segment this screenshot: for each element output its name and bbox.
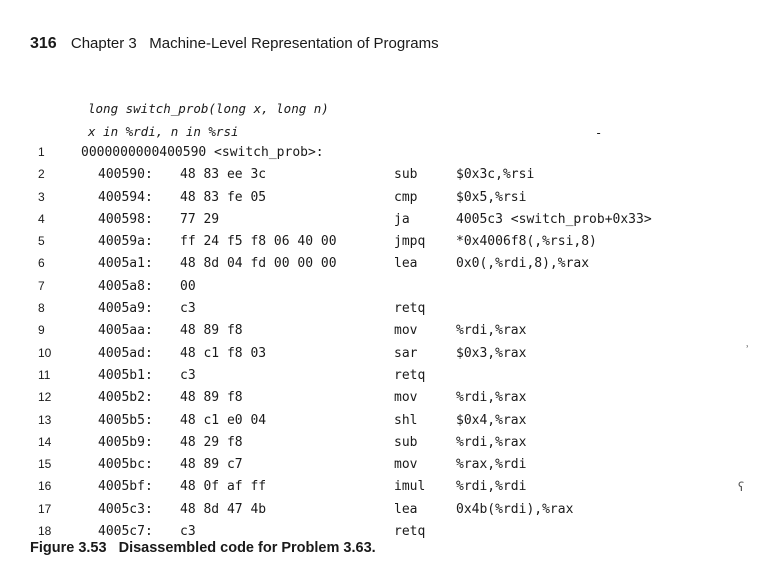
figure-caption-text: Disassembled code for Problem 3.63. <box>118 540 376 556</box>
line-number: 3 <box>38 189 45 204</box>
machine-code-bytes: 48 c1 f8 03 <box>180 345 267 361</box>
machine-code-bytes: c3 <box>180 301 196 317</box>
instruction-mnemonic: mov <box>394 390 418 406</box>
instruction-address: 40059a: <box>98 234 153 250</box>
code-comment-signature: long switch_prob(long x, long n) <box>88 101 329 116</box>
instruction-address: 4005b1: <box>98 367 153 383</box>
instruction-address: 4005b2: <box>98 390 153 406</box>
machine-code-bytes: 48 8d 47 4b <box>180 501 267 517</box>
instruction-mnemonic: shl <box>394 412 418 428</box>
line-number: 2 <box>38 167 45 182</box>
instruction-address: 400594: <box>98 189 153 205</box>
chapter-title: Chapter 3 Machine-Level Representation of Programs <box>70 35 439 52</box>
page-number: 316 <box>30 35 57 52</box>
instruction-address: 4005b5: <box>98 412 153 428</box>
machine-code-bytes: 48 c1 e0 04 <box>180 412 267 428</box>
instruction-operands: %rax,%rdi <box>456 457 527 473</box>
code-line <box>0 254 758 276</box>
line-number: 17 <box>38 501 52 516</box>
instruction-address: 4005c3: <box>98 501 153 517</box>
machine-code-bytes: 48 8d 04 fd 00 00 00 <box>180 256 337 272</box>
instruction-operands: $0x4,%rax <box>456 412 527 428</box>
code-line <box>0 210 758 232</box>
line-number: 10 <box>38 345 52 360</box>
line-number: 4 <box>38 211 45 226</box>
line-number: 15 <box>38 457 52 472</box>
machine-code-bytes: c3 <box>180 367 196 383</box>
machine-code-bytes: 48 29 f8 <box>180 434 243 450</box>
instruction-mnemonic: mov <box>394 457 418 473</box>
instruction-mnemonic: sub <box>394 167 418 183</box>
line-number: 8 <box>38 301 45 316</box>
code-line <box>0 455 758 477</box>
instruction-address: 4005a8: <box>98 278 153 294</box>
instruction-operands: %rdi,%rax <box>456 390 527 406</box>
machine-code-bytes: 48 89 c7 <box>180 457 243 473</box>
function-label: 0000000000400590 <switch_prob>: <box>81 145 324 160</box>
line-number: 13 <box>38 412 52 427</box>
code-line <box>0 165 758 187</box>
line-number: 11 <box>38 367 51 382</box>
scan-artifact-mark: ʕ <box>738 480 745 494</box>
code-line <box>0 232 758 254</box>
instruction-address: 4005a9: <box>98 301 153 317</box>
instruction-operands: $0x3,%rax <box>456 345 527 361</box>
instruction-mnemonic: ja <box>394 211 410 227</box>
instruction-mnemonic: imul <box>394 479 426 495</box>
code-line <box>0 299 758 321</box>
instruction-address: 4005b9: <box>98 434 153 450</box>
machine-code-bytes: 48 83 ee 3c <box>180 167 267 183</box>
line-number: 7 <box>38 278 45 293</box>
instruction-mnemonic: cmp <box>394 189 418 205</box>
instruction-mnemonic: retq <box>394 367 426 383</box>
line-number: 12 <box>38 390 52 405</box>
code-line <box>0 188 758 210</box>
code-line <box>0 321 758 343</box>
instruction-operands: $0x5,%rsi <box>456 189 527 205</box>
code-line <box>0 277 758 299</box>
code-line <box>0 344 758 366</box>
code-comment-registers: x in %rdi, n in %rsi <box>88 124 239 139</box>
code-line <box>0 143 758 165</box>
figure-caption <box>30 540 376 556</box>
line-number: 1 <box>38 145 45 159</box>
code-line <box>0 411 758 433</box>
disassembly-listing <box>0 143 758 544</box>
machine-code-bytes: c3 <box>180 524 196 540</box>
line-number: 16 <box>38 479 52 494</box>
line-number: 14 <box>38 434 52 449</box>
instruction-mnemonic: sar <box>394 345 418 361</box>
instruction-operands: 4005c3 <switch_prob+0x33> <box>456 211 652 227</box>
instruction-operands: $0x3c,%rsi <box>456 167 535 183</box>
instruction-operands: %rdi,%rdi <box>456 479 527 495</box>
instruction-address: 4005bf: <box>98 479 153 495</box>
instruction-operands: *0x4006f8(,%rsi,8) <box>456 234 597 250</box>
instruction-operands: %rdi,%rax <box>456 434 527 450</box>
figure-label: Figure 3.53 <box>30 540 107 556</box>
machine-code-bytes: 48 89 f8 <box>180 390 243 406</box>
machine-code-bytes: 48 89 f8 <box>180 323 243 339</box>
instruction-address: 4005bc: <box>98 457 153 473</box>
instruction-address: 4005ad: <box>98 345 153 361</box>
instruction-mnemonic: lea <box>394 256 418 272</box>
code-line <box>0 366 758 388</box>
code-line <box>0 477 758 499</box>
machine-code-bytes: 48 0f af ff <box>180 479 267 495</box>
scan-artifact-mark: ˒ <box>746 342 750 353</box>
scan-artifact-mark: - <box>595 126 603 140</box>
line-number: 5 <box>38 234 45 249</box>
instruction-address: 4005aa: <box>98 323 153 339</box>
instruction-operands: %rdi,%rax <box>456 323 527 339</box>
line-number: 9 <box>38 323 45 338</box>
instruction-mnemonic: jmpq <box>394 234 426 250</box>
code-line <box>0 388 758 410</box>
machine-code-bytes: 00 <box>180 278 196 294</box>
instruction-mnemonic: lea <box>394 501 418 517</box>
instruction-address: 400590: <box>98 167 153 183</box>
line-number: 6 <box>38 256 45 271</box>
instruction-address: 400598: <box>98 211 153 227</box>
code-line <box>0 500 758 522</box>
machine-code-bytes: 77 29 <box>180 211 220 227</box>
machine-code-bytes: ff 24 f5 f8 06 40 00 <box>180 234 337 250</box>
instruction-operands: 0x0(,%rdi,8),%rax <box>456 256 590 272</box>
instruction-mnemonic: mov <box>394 323 418 339</box>
instruction-operands: 0x4b(%rdi),%rax <box>456 501 574 517</box>
line-number: 18 <box>38 524 52 539</box>
instruction-mnemonic: retq <box>394 301 426 317</box>
machine-code-bytes: 48 83 fe 05 <box>180 189 267 205</box>
instruction-address: 4005c7: <box>98 524 153 540</box>
instruction-mnemonic: sub <box>394 434 418 450</box>
instruction-address: 4005a1: <box>98 256 153 272</box>
code-line <box>0 433 758 455</box>
instruction-mnemonic: retq <box>394 524 426 540</box>
running-header <box>30 35 439 53</box>
